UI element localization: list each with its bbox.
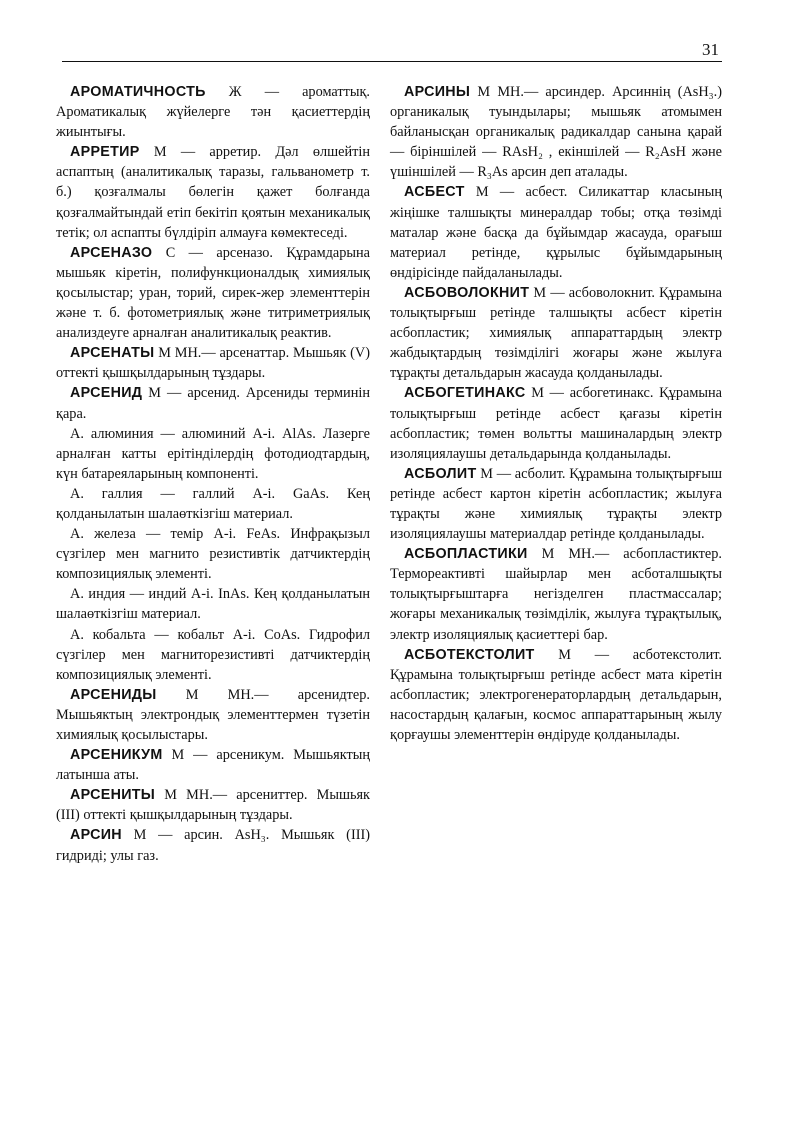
sub-entry-text: А. железа — темір А-і. FeAs. Инфрақызыл сүзгілер мен магнито резистивтік датчиктердің композициялық элементі. — [56, 526, 370, 583]
definition: М МН.— арсенаттар. Мышьяк (V) оттекті қышқылдарының тұздары. — [56, 345, 370, 382]
left-column — [56, 82, 370, 866]
definition: М — арсеникум. Мышьяктың латынша аты. — [56, 747, 370, 784]
definition: М — арсин. AsH₃. Мышьяк (III) гидриді; улы газ. — [56, 827, 370, 864]
definition: М МН.— арсиндер. Арсиннің (AsH₃.) органикалық туындылары; мышьяк атомымен байланысқан органикалық радикалдар санына қарай — біріншілей — RAsH₂ , екіншілей — R₂AsH және үшіншілей — R₃As арсин деп аталады. — [390, 84, 722, 181]
dictionary-entry — [390, 82, 722, 182]
dictionary-entry — [56, 745, 370, 785]
dictionary-entry — [390, 544, 722, 644]
sub-entry-text: А. индия — индий А-і. InAs. Кең қолданылатын шалаөткізгіш материал. — [56, 586, 370, 623]
right-column — [390, 82, 722, 745]
headword: АРСЕНАТЫ — [70, 345, 155, 362]
definition: М — арретир. Дәл өлшейтін аспаптың (аналитикалық таразы, гальванометр т. б.) қозғалмалы бөлегін қажет болғанда қозғалмайтындай етіп бекітіп қоятын механикалық тетік; ол аспапты бүлдіріп алмауға көмектеседі. — [56, 144, 370, 241]
dictionary-entry — [56, 142, 370, 242]
dictionary-entry — [56, 82, 370, 142]
definition: М — асбоволокнит. Құрамына толықтырғыш ретінде талшықты асбест кіретін асбопластик; химиялық аппараттардың электр жабдықтардың төзімділігі жоғары және жылуға тұрақты детальдарын жасауда қолданылады. — [390, 284, 722, 382]
definition: М МН.— арсенидтер. Мышьяктың электрондық элементтермен түзетін химиялық қосылыстары. — [56, 686, 370, 743]
sub-entry — [56, 424, 370, 484]
sub-entry — [56, 524, 370, 584]
dictionary-entry — [56, 243, 370, 343]
definition: Ж — ароматтық. Ароматикалық жүйелерге тән қасиеттердің жиынтығы. — [56, 84, 370, 141]
dictionary-entry — [390, 283, 722, 383]
header-rule — [62, 61, 722, 62]
sub-entry — [56, 484, 370, 524]
definition: М — асболит. Құрамына толықтырғыш ретінде асбест картон кіретін асбопластик; жылуға тұрақты және химиялық тұрақты электр изоляциялаушы материалдар ретінде қолданылады. — [390, 465, 722, 543]
dictionary-entry — [56, 383, 370, 423]
dictionary-entry — [390, 182, 722, 282]
sub-entry — [56, 625, 370, 685]
headword: АРСЕНИТЫ — [70, 787, 156, 804]
headword: АРОМАТИЧНОСТЬ — [70, 84, 206, 100]
dictionary-entry — [56, 685, 370, 745]
definition: М — асботекстолит. Құрамына толықтырғыш ретінде асбест мата кіретін асбопластик; электрогенераторлардың детальдарын, насостардың қалағын, космос аппараттарының жылу қорғаушы элементтерін өндіруде қолданылады. — [390, 646, 722, 743]
headword: АРСЕНИКУМ — [70, 747, 163, 764]
dictionary-entry — [56, 785, 370, 825]
dictionary-entry — [390, 383, 722, 463]
page-number: 31 — [702, 40, 719, 59]
headword: АСБОГЕТИНАКС — [404, 385, 526, 402]
dictionary-entry — [390, 464, 722, 544]
dictionary-entry — [56, 343, 370, 383]
headword: АСБОТЕКСТОЛИТ — [404, 646, 535, 663]
headword: АСБЕСТ — [404, 184, 465, 201]
definition: С — арсеназо. Құрамдарына мышьяк кіретін, полифункционалдық химиялық қосылыстар; уран, торий, сирек-жер элементтерін және т. б. фотометриялық және титриметриялық анализдеуге арналған аналитикалық реактив. — [56, 244, 370, 342]
dictionary-entry — [56, 825, 370, 865]
sub-entry — [56, 584, 370, 624]
definition: М — асбест. Силикаттар класының жіңішке талшықты минералдар тобы; отқа төзімді маталар және басқа да бұйымдар жасауда, орағыш материал ретінде, құрылыс бұйымдарының өндірісінде пайдаланылады. — [390, 184, 722, 281]
headword: АРСЕНАЗО — [70, 244, 153, 261]
headword: АСБОПЛАСТИКИ — [404, 546, 528, 563]
headword: АРСЕНИДЫ — [70, 686, 157, 703]
headword: АСБОЛИТ — [404, 465, 477, 482]
headword: АРРЕТИР — [70, 144, 140, 161]
headword: АРСЕНИД — [70, 385, 143, 402]
definition: М МН.— арсениттер. Мышьяк (III) оттекті қышқылдарының тұздары. — [56, 787, 370, 824]
definition: М — арсенид. Арсениды терминін қара. — [56, 385, 370, 422]
sub-entry-text: А. алюминия — алюминий А-і. AlAs. Лазерге арналған катты ерітінділердің фотодиодтардың, күн батареяларының компоненті. — [56, 425, 370, 482]
sub-entry-text: А. галлия — галлий А-і. GaAs. Кең қолданылатын шалаөткізгіш материал. — [56, 485, 370, 522]
dictionary-entry — [390, 645, 722, 745]
headword: АСБОВОЛОКНИТ — [404, 284, 530, 301]
headword: АРСИНЫ — [404, 84, 471, 100]
definition: М МН.— асбопластиктер. Термореактивті шайырлар мен асботалшықты толықтырғыштарға негізделген пластмассалар; жоғары механикалық төзімділік, жылуға тұрақтылық, электр изоляциялық қасиеттері бар. — [390, 546, 722, 643]
definition: М — асбогетинакс. Құрамына толықтырғыш ретінде асбест қағазы кіретін асбопластик; төмен вольтты машиналардың электр изоляциялаушы детальдарында қолданылады. — [390, 385, 722, 462]
headword: АРСИН — [70, 827, 122, 844]
sub-entry-text: А. кобальта — кобальт А-і. CoAs. Гидрофил сүзгілер мен магниторезистивті датчиктердің композициялық элементі. — [56, 626, 370, 683]
